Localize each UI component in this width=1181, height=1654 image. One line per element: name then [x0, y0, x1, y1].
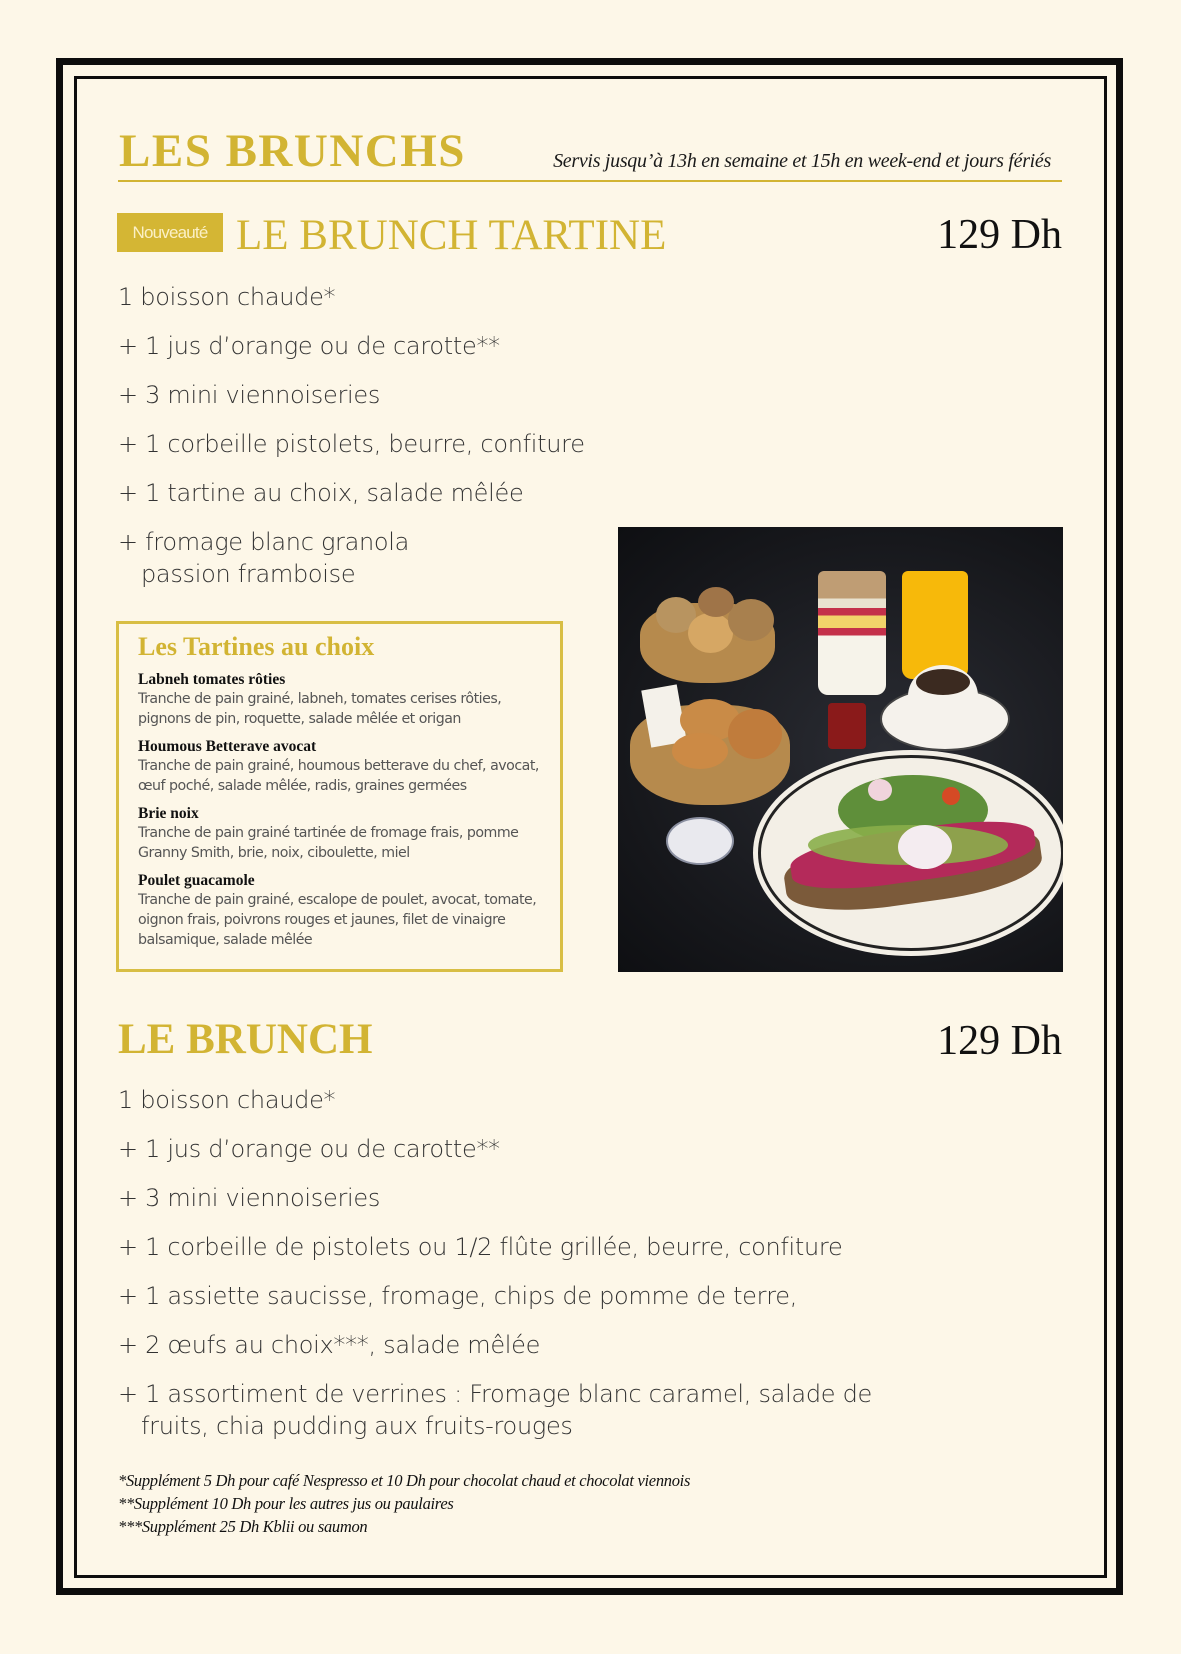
list-item: + 1 jus d’orange ou de carotte**: [118, 1135, 500, 1163]
jam-jar: [828, 703, 866, 749]
brunch-items: [118, 1084, 938, 1459]
butter-tub: [666, 817, 734, 865]
footnotes: [118, 1469, 690, 1538]
page-title: LES BRUNCHS: [119, 125, 466, 177]
list-item: + 1 assortiment de verrines : Fromage blanc caramel, salade de fruits, chia pudding aux fruits-rouges: [118, 1380, 872, 1440]
new-badge: Nouveauté: [117, 213, 223, 252]
footnote: ***Supplément 25 Dh Kblii ou saumon: [118, 1517, 368, 1536]
tartine-option: [138, 670, 546, 729]
tartine-option: [138, 804, 546, 863]
list-item: + 1 tartine au choix, salade mêlée: [118, 479, 524, 507]
tartine-description: Tranche de pain grainé, labneh, tomates cerises rôties, pignons de pin, roquette, salade mêlée et origan: [138, 690, 502, 727]
brunch-tartine-items: [118, 281, 585, 607]
tartine-option: [138, 737, 546, 796]
title-divider: [118, 180, 1062, 182]
orange-juice: [902, 571, 968, 679]
list-item: + 1 corbeille de pistolets ou 1/2 flûte grillée, beurre, confiture: [118, 1233, 843, 1261]
brunch-price: 129 Dh: [937, 1018, 1062, 1064]
tomato: [942, 787, 960, 805]
list-item: + 3 mini viennoiseries: [118, 1184, 381, 1212]
tartine-name: Brie noix: [138, 804, 199, 822]
footnote: *Supplément 5 Dh pour café Nespresso et 10 Dh pour chocolat chaud et chocolat viennois: [118, 1471, 691, 1490]
bread-roll: [698, 587, 734, 617]
list-item: + 1 jus d’orange ou de carotte**: [118, 332, 500, 360]
list-item: 1 boisson chaude*: [118, 1086, 336, 1114]
list-item: + 3 mini viennoiseries: [118, 381, 381, 409]
footnote: **Supplément 10 Dh pour les autres jus ou paulaires: [118, 1494, 454, 1513]
list-item: 1 boisson chaude*: [118, 283, 336, 311]
brunch-tartine-title: LE BRUNCH TARTINE: [236, 212, 667, 259]
tartine-name: Poulet guacamole: [138, 871, 255, 889]
list-item: + fromage blanc granola passion framboise: [118, 528, 410, 588]
tartine-description: Tranche de pain grainé, houmous betterave du chef, avocat, œuf poché, salade mêlée, radis, graines germées: [138, 757, 539, 794]
bread-roll: [728, 599, 774, 641]
poached-egg: [898, 825, 952, 869]
coffee: [916, 669, 970, 695]
pain-au-chocolat: [672, 733, 728, 769]
tartine-description: Tranche de pain grainé, escalope de poulet, avocat, tomate, oignon frais, poivrons rouges et jaunes, filet de vinaigre balsamique, salade mêlée: [138, 891, 537, 948]
bread-roll: [688, 613, 733, 653]
pain-aux-raisins: [728, 709, 782, 759]
radish: [868, 779, 892, 801]
brunch-title: LE BRUNCH: [118, 1016, 373, 1063]
tartine-option: [138, 871, 546, 950]
tartine-name: Houmous Betterave avocat: [138, 737, 317, 755]
tartines-choice-box: [116, 621, 563, 972]
list-item: + 2 œufs au choix***, salade mêlée: [118, 1331, 541, 1359]
list-item: + 1 assiette saucisse, fromage, chips de pomme de terre,: [118, 1282, 798, 1310]
brunch-tartine-price: 129 Dh: [937, 212, 1062, 258]
granola-verrine: [818, 571, 886, 695]
tartine-name: Labneh tomates rôties: [138, 670, 286, 688]
service-hours-note: Servis jusqu’à 13h en semaine et 15h en week-end et jours fériés: [553, 150, 1051, 172]
tartines-box-title: Les Tartines au choix: [138, 632, 375, 661]
tartine-description: Tranche de pain grainé tartinée de fromage frais, pomme Granny Smith, brie, noix, ciboulette, miel: [138, 824, 519, 861]
brunch-photo: [618, 527, 1063, 972]
list-item: + 1 corbeille pistolets, beurre, confiture: [118, 430, 585, 458]
